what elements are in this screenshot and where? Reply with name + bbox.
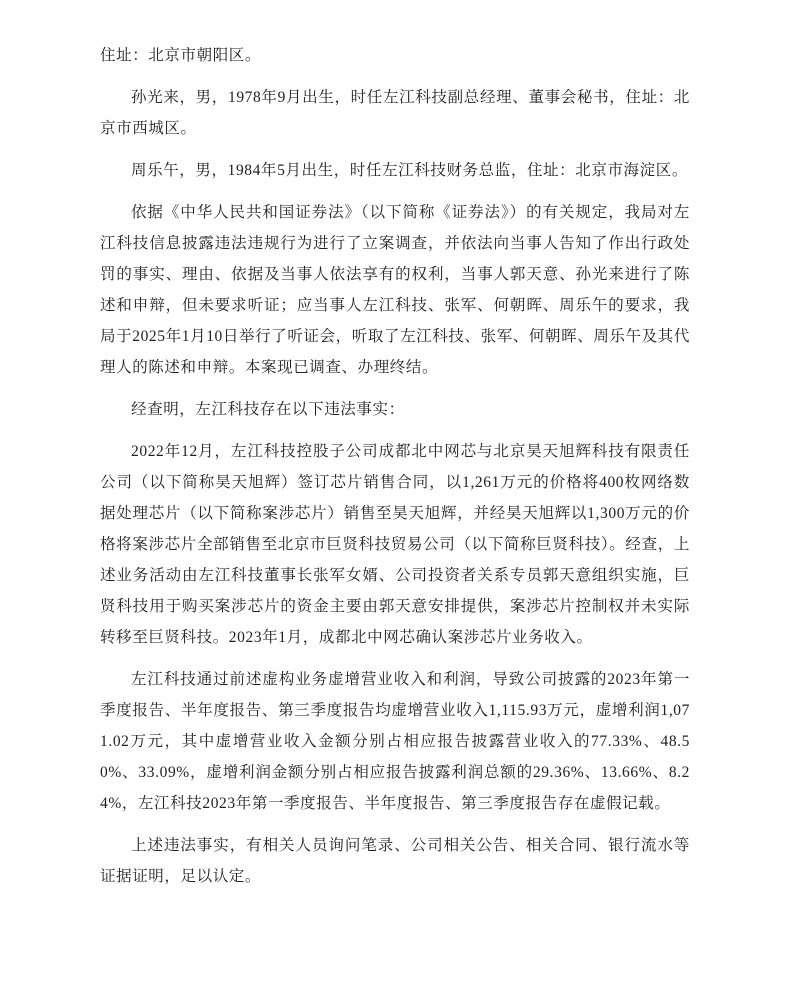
paragraph-evidence-conclusion: 上述违法事实，有相关人员询问笔录、公司相关公告、相关合同、银行流水等证据证明，足以认定。 — [100, 837, 690, 885]
paragraph-inflated-revenue-figures: 左江科技通过前述虚构业务虚增营业收入和利润，导致公司披露的2023年第一季度报告、半年度报告、第三季度报告均虚增营业收入1,115.93万元，虚增利润1,071.02万元，其中虚增营业收入金额分别占相应报告披露营业收入的77.33%、48.50%、33.09%，虚增利润金额分别占相应报告披露利润总额的29.36%、13.66%、8.24%，左江科技2023年第一季度报告、半年度报告、第三季度报告存在虚假记载。 — [100, 671, 690, 812]
paragraph-legal-basis-and-procedure: 依据《中华人民共和国证券法》（以下简称《证券法》）的有关规定，我局对左江科技信息披露违法违规行为进行了立案调查，并依法向当事人告知了作出行政处罚的事实、理由、依据及当事人依法享有的权利，当事人郭天意、孙光来进行了陈述和申辩，但未要求听证；应当事人左江科技、张军、何朝晖、周乐午的要求，我局于2025年1月10日举行了听证会，听取了左江科技、张军、何朝晖、周乐午及其代理人的陈述和申辩。本案现已调查、办理终结。 — [100, 204, 690, 376]
paragraph-address-continuation: 住址：北京市朝阳区。 — [100, 47, 262, 64]
paragraph-person-zhoulewu: 周乐午，男，1984年5月出生，时任左江科技财务总监，住址：北京市海淀区。 — [131, 162, 688, 179]
paragraph-person-sunguanglai: 孙光来，男，1978年9月出生，时任左江科技副总经理、董事会秘书，住址：北京市西城区。 — [100, 89, 690, 137]
paragraph-findings-intro: 经查明，左江科技存在以下违法事实： — [131, 401, 405, 418]
paragraph-chip-sales-facts: 2022年12月，左江科技控股子公司成都北中网芯与北京昊天旭辉科技有限责任公司（以下简称昊天旭辉）签订芯片销售合同，以1,261万元的价格将400枚网络数据处理芯片（以下简称案涉芯片）销售至昊天旭辉，并经昊天旭辉以1,300万元的价格将案涉芯片全部销售至北京市巨贤科技贸易公司（以下简称巨贤科技）。经查，上述业务活动由左江科技董事长张军女婿、公司投资者关系专员郭天意组织实施，巨贤科技用于购买案涉芯片的资金主要由郭天意安排提供，案涉芯片控制权并未实际转移至巨贤科技。2023年1月，成都北中网芯确认案涉芯片业务收入。 — [100, 443, 690, 646]
